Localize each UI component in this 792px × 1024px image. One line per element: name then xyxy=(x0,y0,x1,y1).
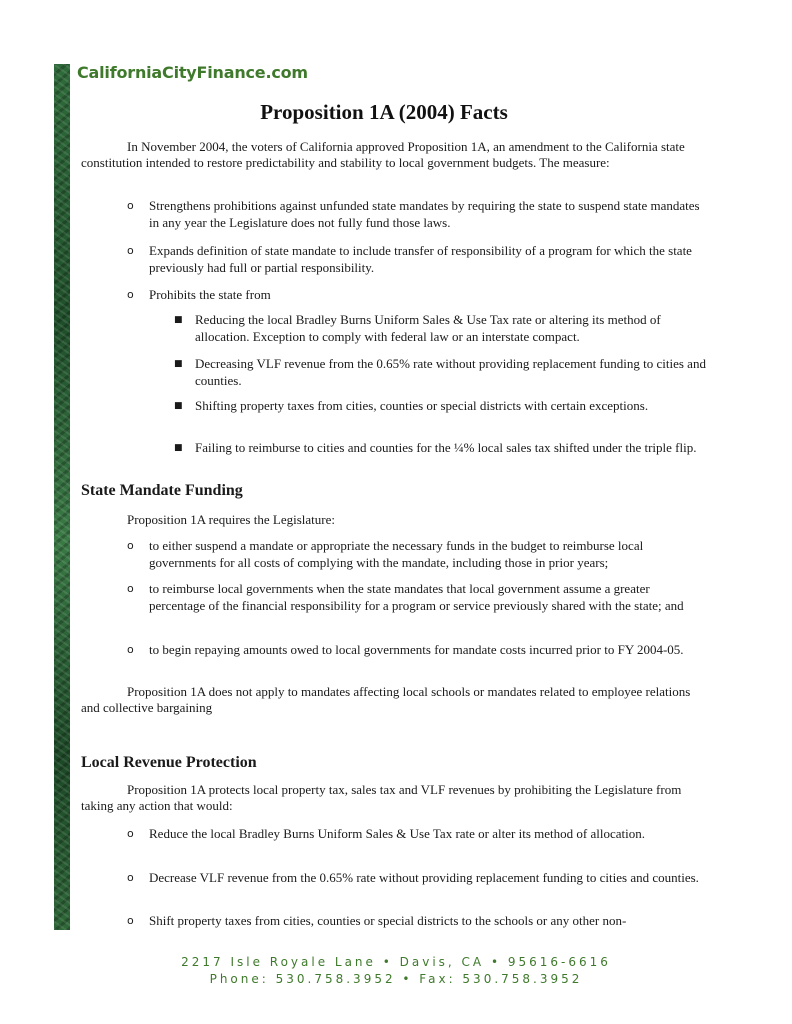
sub-list-item: ■ Decreasing VLF revenue from the 0.65% rate without providing replacement funding to cities and counties. xyxy=(174,356,706,388)
site-logo: CaliforniaCityFinance.com xyxy=(77,63,308,82)
sub-list-item: ■ Shifting property taxes from cities, counties or special districts with certain exceptions. xyxy=(174,398,649,413)
page-title: Proposition 1A (2004) Facts xyxy=(260,100,508,124)
section-heading-local-revenue: Local Revenue Protection xyxy=(81,754,257,771)
list-item: o Decrease VLF revenue from the 0.65% rate without providing replacement funding to cities and counties. xyxy=(127,870,699,885)
list-item: o to reimburse local governments when the state mandates that local government assume a greater percentage of the financial responsibility for a program or service previously shared with the state; and xyxy=(127,581,684,613)
list-item: o Strengthens prohibitions against unfunded state mandates by requiring the state to suspend state mandates in any year the Legislature does not fully fund those laws. xyxy=(127,198,700,230)
footer-phone: Phone: 530.758.3952 • Fax: 530.758.3952 xyxy=(209,972,583,986)
intro-paragraph: In November 2004, the voters of California approved Proposition 1A, an amendment to the California state constitution intended to restore predictability and stability to local government budgets. The measure: xyxy=(81,139,685,170)
section-intro: Proposition 1A protects local property tax, sales tax and VLF revenues by prohibiting the Legislature from taking any action that would: xyxy=(81,782,682,813)
section-intro: Proposition 1A requires the Legislature: xyxy=(127,512,335,527)
square-bullet-icon: ■ xyxy=(174,359,183,369)
list-item: o to either suspend a mandate or appropriate the necessary funds in the budget to reimburse local governments for all costs of complying with the mandate, including those in prior years; xyxy=(127,538,644,570)
square-bullet-icon: ■ xyxy=(174,401,183,411)
circle-bullet-icon: o xyxy=(127,244,134,257)
circle-bullet-icon: o xyxy=(127,871,134,884)
circle-bullet-icon: o xyxy=(127,539,134,552)
sub-list-item: ■ Reducing the local Bradley Burns Uniform Sales & Use Tax rate or altering its method of allocation. Exception to comply with federal law or an interstate compact. xyxy=(174,312,661,344)
circle-bullet-icon: o xyxy=(127,643,134,656)
circle-bullet-icon: o xyxy=(127,288,134,301)
section-heading-state-mandate: State Mandate Funding xyxy=(81,482,243,499)
decorative-green-sidebar xyxy=(54,64,70,930)
square-bullet-icon: ■ xyxy=(174,443,183,453)
circle-bullet-icon: o xyxy=(127,199,134,212)
circle-bullet-icon: o xyxy=(127,582,134,595)
list-item: o Reduce the local Bradley Burns Uniform Sales & Use Tax rate or alter its method of allocation. xyxy=(127,826,645,841)
square-bullet-icon: ■ xyxy=(174,315,183,325)
sub-list-item: ■ Failing to reimburse to cities and counties for the ¼% local sales tax shifted under the triple flip. xyxy=(174,440,697,455)
footer-address: 2217 Isle Royale Lane • Davis, CA • 95616-6616 xyxy=(181,955,611,969)
section-closing-paragraph: Proposition 1A does not apply to mandates affecting local schools or mandates related to employee relations and collective bargaining xyxy=(81,684,691,715)
list-item: o Prohibits the state from xyxy=(127,287,271,302)
circle-bullet-icon: o xyxy=(127,914,134,927)
list-item: o to begin repaying amounts owed to local governments for mandate costs incurred prior to FY 2004-05. xyxy=(127,642,684,657)
list-item: o Expands definition of state mandate to include transfer of responsibility of a program for which the state previously had full or partial responsibility. xyxy=(127,243,692,275)
circle-bullet-icon: o xyxy=(127,827,134,840)
list-item: o Shift property taxes from cities, counties or special districts to the schools or any other non- xyxy=(127,913,627,928)
